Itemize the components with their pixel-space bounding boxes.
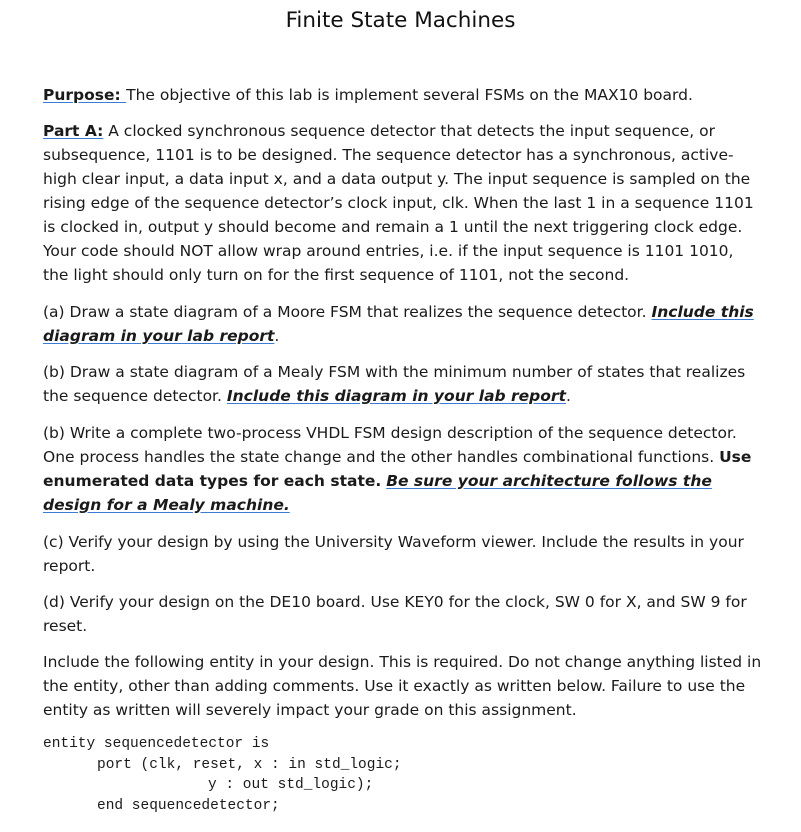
purpose-label: Purpose: bbox=[43, 86, 127, 104]
page-title: Finite State Machines bbox=[285, 8, 516, 33]
item-b1-emphasis: Include this diagram in your lab report bbox=[226, 387, 566, 405]
part-a-label: Part A: bbox=[43, 122, 104, 140]
item-b1-tail: . bbox=[565, 387, 571, 405]
entity-note-text: Include the following entity in your design. This is required. Do not change anything listed in the entity, other than adding comments. Use it exactly as written below. Failure to use the entity as written will severely impact your grade on this assignment. bbox=[43, 653, 762, 719]
item-c-paragraph bbox=[43, 530, 763, 578]
item-a-tail: . bbox=[274, 327, 280, 345]
part-a-text: A clocked synchronous sequence detector that detects the input sequence, or subsequence, 1101 is to be designed. The sequence detector has a synchronous, active-high clear input, a data input x, and a data output y. The input sequence is sampled on the rising edge of the sequence detector’s clock input, clk. When the last 1 in a sequence 1101 is clocked in, output y should become and remain a 1 until the next triggering clock edge. Your code should NOT allow wrap around entries, i.e. if the input sequence is 1101 1010, the light should only turn on for the first sequence of 1101, not the second. bbox=[43, 122, 754, 284]
item-a-paragraph bbox=[43, 300, 763, 348]
part-a-paragraph bbox=[43, 119, 763, 287]
item-b2-emphasis: Be sure your architecture follows the design for a Mealy machine. bbox=[43, 472, 712, 514]
purpose-text: The objective of this lab is implement several FSMs on the MAX10 board. bbox=[126, 86, 693, 104]
code-line-3: y : out std_logic); bbox=[208, 777, 374, 793]
item-b2-text: (b) Write a complete two-process VHDL FSM design description of the sequence detector. One process handles the state change and the other handles combinational functions. bbox=[43, 424, 737, 466]
item-b1-text: (b) Draw a state diagram of a Mealy FSM with the minimum number of states that realizes the sequence detector. bbox=[43, 363, 746, 405]
entity-note-paragraph bbox=[43, 650, 763, 722]
item-a-emphasis: Include this diagram in your lab report bbox=[43, 303, 754, 345]
purpose-paragraph bbox=[43, 83, 763, 107]
code-line-4: end sequencedetector; bbox=[97, 797, 280, 814]
item-b1-paragraph bbox=[43, 360, 763, 408]
item-c-text: (c) Verify your design by using the University Waveform viewer. Include the results in your report. bbox=[43, 533, 744, 575]
item-d-paragraph bbox=[43, 590, 763, 638]
item-a-text: (a) Draw a state diagram of a Moore FSM that realizes the sequence detector. bbox=[43, 303, 652, 321]
item-d-text: (d) Verify your design on the DE10 board. Use KEY0 for the clock, SW 0 for X, and SW 9 for reset. bbox=[43, 593, 747, 635]
item-b2-strong: Use enumerated data types for each state. bbox=[43, 448, 752, 490]
code-line-2: port (clk, reset, x : in std_logic; bbox=[97, 756, 402, 773]
code-line-1: entity sequencedetector is bbox=[43, 736, 270, 752]
item-b2-paragraph bbox=[43, 421, 763, 517]
entity-code-block bbox=[43, 734, 763, 816]
